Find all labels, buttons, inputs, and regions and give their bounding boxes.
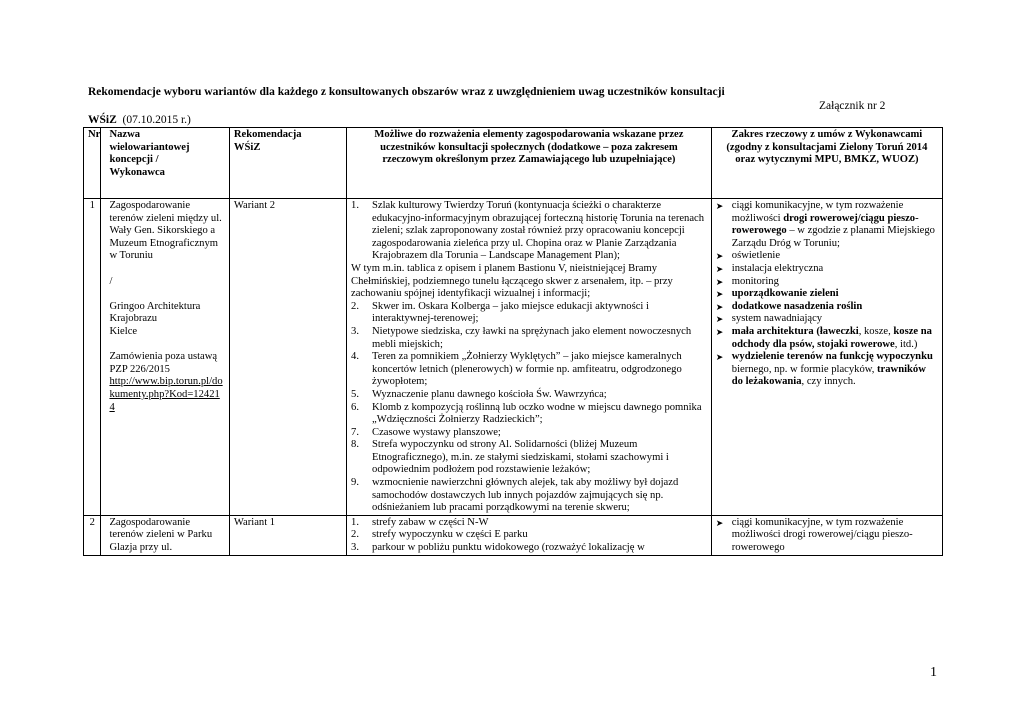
contractor-name: Gringoo Architektura — [109, 300, 201, 312]
list-item: 1. Szlak kulturowy Twierdzy Toruń (kontynuacja ścieżki o charakterze edukacyjno-informacyjnym obrazującej forteczną historię Torunia na terenach zieleni; szlak zaproponowany został również przy opracowaniu koncepcji zagospodarowania zieleńca przy ul. Chopina oraz w Planie Zarządzania Krajobrazem dla Torunia – Landscape Management Plan); — [351, 200, 705, 262]
scope-item: ➤ monitoring — [715, 275, 779, 287]
arrow-bullet-icon: ➤ — [715, 276, 724, 287]
list-item: 4. Teren za pomnikiem „Żołnierzy Wyklętych” – jako miejsce kameralnych koncertów letnich (plenerowych) w formie np. amfiteatru, odgrodzonego żywopłotem; — [351, 351, 682, 388]
row-scope-cell — [711, 199, 942, 516]
arrow-bullet-icon: ➤ — [715, 326, 724, 337]
org-label: WŚiZ — [88, 114, 117, 126]
scope-item: ➤ uporządkowanie zieleni — [715, 288, 839, 300]
header-name: Nazwa wielowariantowej koncepcji / Wykonawca — [101, 128, 229, 199]
list-item: 3. Nietypowe siedziska, czy ławki na sprężynach jako element nowoczesnych mebli miejskich; — [351, 325, 692, 350]
arrow-bullet-icon: ➤ — [715, 201, 724, 211]
date-label: (07.10.2015 r.) — [122, 114, 191, 126]
arrow-bullet-icon: ➤ — [715, 251, 724, 262]
area-name: Zagospodarowanie terenów zieleni w Parku Glazja przy ul. — [101, 515, 229, 555]
arrow-bullet-icon: ➤ — [715, 352, 724, 363]
list-item: 6. Klomb z kompozycją roślinną lub oczko wodne w miejscu dawnego pomnika „Wdzięczności Żołnierzy Radzieckich”; — [351, 401, 702, 426]
list-item: 3. parkour w pobliżu punktu widokowego (rozważyć lokalizację w — [351, 542, 645, 554]
scope-item: ➤ wydzielenie terenów na funkcję wypoczynku biernego, np. w formie placyków, trawników do leżakowania, czy innych. — [715, 351, 933, 388]
list-item: 7. Czasowe wystawy planszowe; — [351, 426, 501, 438]
row-recommendation: Wariant 2 — [229, 199, 346, 516]
row-name-cell — [101, 199, 229, 516]
table-row — [84, 199, 943, 516]
document-title: Rekomendacje wyboru wariantów dla każdego z konsultowanych obszarów wraz z uwzględnieniem uwag uczestników konsultacji — [88, 86, 725, 98]
area-name: Zagospodarowanie terenów zieleni między ul. Wały Gen. Sikorskiego a Muzeum Etnograficznym w Toruniu — [109, 200, 222, 262]
scope-item: ➤ ciągi komunikacyjne, w tym rozważenie możliwości drogi rowerowej/ciągu pieszo-rowerowego — [715, 516, 913, 554]
header-nr: Nr — [84, 128, 101, 199]
row-recommendation: Wariant 1 — [229, 515, 346, 555]
list-item: 9. wzmocnienie nawierzchni głównych alejek, tak aby możliwy był dojazd samochodów dostawczych lub innych pojazdów zajmujących się np. odśnieżaniem lub pracami porządkowymi na terenie skweru; — [351, 477, 679, 514]
header-recommendation: Rekomendacja WŚiZ — [229, 128, 346, 199]
row-nr: 2 — [84, 515, 101, 555]
list-item: 5. Wyznaczenie planu dawnego kościoła Św. Wawrzyńca; — [351, 388, 607, 400]
page-number: 1 — [930, 665, 937, 680]
scope-item: ➤ mała architektura (ławeczki, kosze, kosze na odchody dla psów, stojaki rowerowe, itd.) — [715, 325, 932, 350]
scope-item: ➤ instalacja elektryczna — [715, 262, 824, 274]
list-item: 2. Skwer im. Oskara Kolberga – jako miejsce edukacji aktywności i interaktywnej-terenowej; — [351, 300, 649, 325]
contractor-line2: Krajobrazu — [109, 313, 158, 325]
arrow-bullet-icon: ➤ — [715, 301, 724, 312]
scope-item: ➤ dodatkowe nasadzenia roślin — [715, 300, 863, 312]
list-note: W tym m.in. tablica z opisem i planem Bastionu V, nieistniejącej Bramy Chełmińskiej, podziemnego tunelu łączącego skwer z arsenałem, itp. – przy zachowaniu spójnej identyfikacji wizualnej i informacji; — [351, 262, 673, 300]
recommendations-table — [83, 127, 943, 556]
arrow-bullet-icon: ➤ — [715, 263, 724, 274]
table-header-row — [84, 128, 943, 199]
table-row — [84, 515, 943, 555]
header-scope: Zakres rzeczowy z umów z Wykonawcami (zgodny z konsultacjami Zielony Toruń 2014 oraz wytycznymi MPU, BMKZ, WUOZ) — [711, 128, 942, 199]
separator: / — [109, 275, 113, 287]
list-item: 2. strefy wypoczynku w części E parku — [351, 529, 528, 541]
row-elements-cell — [347, 199, 712, 516]
order-info: Zamówienia poza ustawą PZP 226/2015 — [109, 351, 218, 375]
scope-item: ➤ ciągi komunikacyjne, w tym rozważenie możliwości drogi rowerowej/ciągu pieszo-rowerowego – w zgodzie z planami Miejskiego Zarządu Dróg w Toruniu; — [715, 200, 935, 249]
row-elements-cell — [347, 515, 712, 555]
contractor-city: Kielce — [109, 325, 138, 337]
scope-item: ➤ system nawadniający — [715, 313, 823, 325]
arrow-bullet-icon: ➤ — [715, 289, 724, 300]
list-item: 1. strefy zabaw w części N-W — [351, 516, 489, 528]
list-item: 8. Strefa wypoczynku od strony Al. Solidarności (bliżej Muzeum Etnograficznego), m.in. ze stałymi siedziskami, stołami szachowymi i odpowiednim podłożem pod rozstawienie leżaków; — [351, 439, 669, 476]
header-elements: Możliwe do rozważenia elementy zagospodarowania wskazane przez uczestników konsultacji społecznych (dodatkowe – poza zakresem rzeczowym określonym przez Zamawiającego lub uzupełniające) — [347, 128, 712, 199]
arrow-bullet-icon: ➤ — [715, 314, 724, 325]
row-nr: 1 — [84, 199, 101, 516]
row-scope-cell — [711, 515, 942, 555]
org-date-line — [88, 114, 191, 126]
arrow-bullet-icon: ➤ — [715, 517, 724, 528]
bip-link[interactable]: http://www.bip.torun.pl/dokumenty.php?Kod=124214 — [109, 376, 223, 413]
annex-label: Załącznik nr 2 — [819, 100, 886, 112]
scope-item: ➤ oświetlenie — [715, 250, 781, 262]
